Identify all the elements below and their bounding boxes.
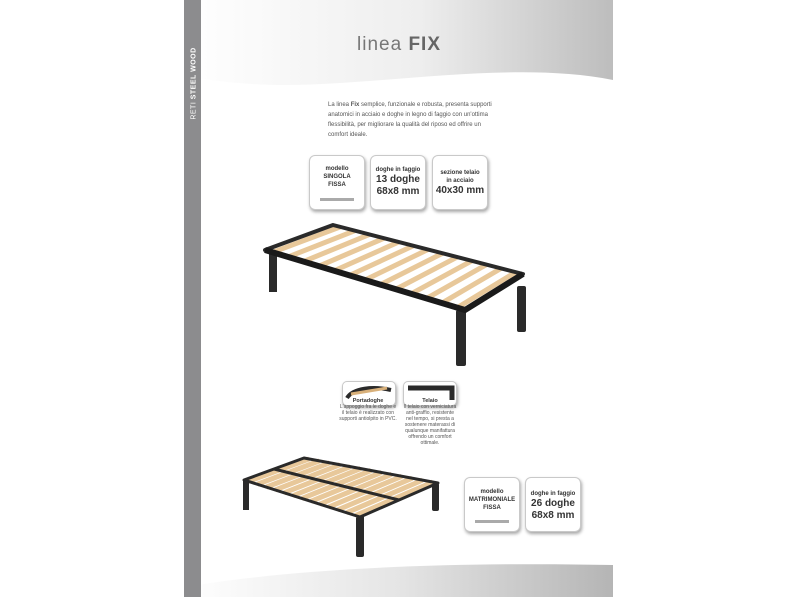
spec-box-slats-double: doghe in faggio 26 doghe 68x8 mm: [525, 477, 581, 532]
sidebar-brand: STEEL WOOD: [190, 47, 198, 100]
slat-holder-caption: Portadoghe L'appoggio fra le doghe e il telaio è realizzato con supporti antiolpito in PVC.: [339, 398, 397, 422]
grey-bar: [320, 198, 354, 201]
spec-box-slats-single: doghe in faggio 13 doghe 68x8 mm: [370, 155, 426, 210]
single-bed-frame-image: [255, 222, 545, 370]
product-description: La linea Fix semplice, funzionale e robusta, presenta supporti anatomici in acciaio e doghe in legno di faggio con un'ottima flessibilità, per migliorare la qualità del riposo ed offrire un comfort ideale.: [328, 102, 492, 138]
title-bold: FIX: [408, 34, 441, 55]
frame-caption: Telaio Il telaio con verniciatura anti-graffio, resistente nel tempo, si presta a sostenere materassi di qualunque manifattura offrendo un comfort ottimale.: [403, 398, 457, 446]
spec-box-model-single: modello SINGOLA FISSA: [309, 155, 365, 210]
title-light: linea: [357, 34, 403, 55]
spec-box-frame-section: sezione telaio in acciaio 40x30 mm: [432, 155, 488, 210]
double-bed-frame-image: [238, 455, 448, 560]
grey-bar: [475, 520, 509, 523]
sidebar-prefix: RETI: [190, 101, 198, 120]
page-title: [357, 34, 441, 56]
sidebar-strip: [184, 0, 201, 597]
spec-box-model-double: modello MATRIMONIALE FISSA: [464, 477, 520, 532]
